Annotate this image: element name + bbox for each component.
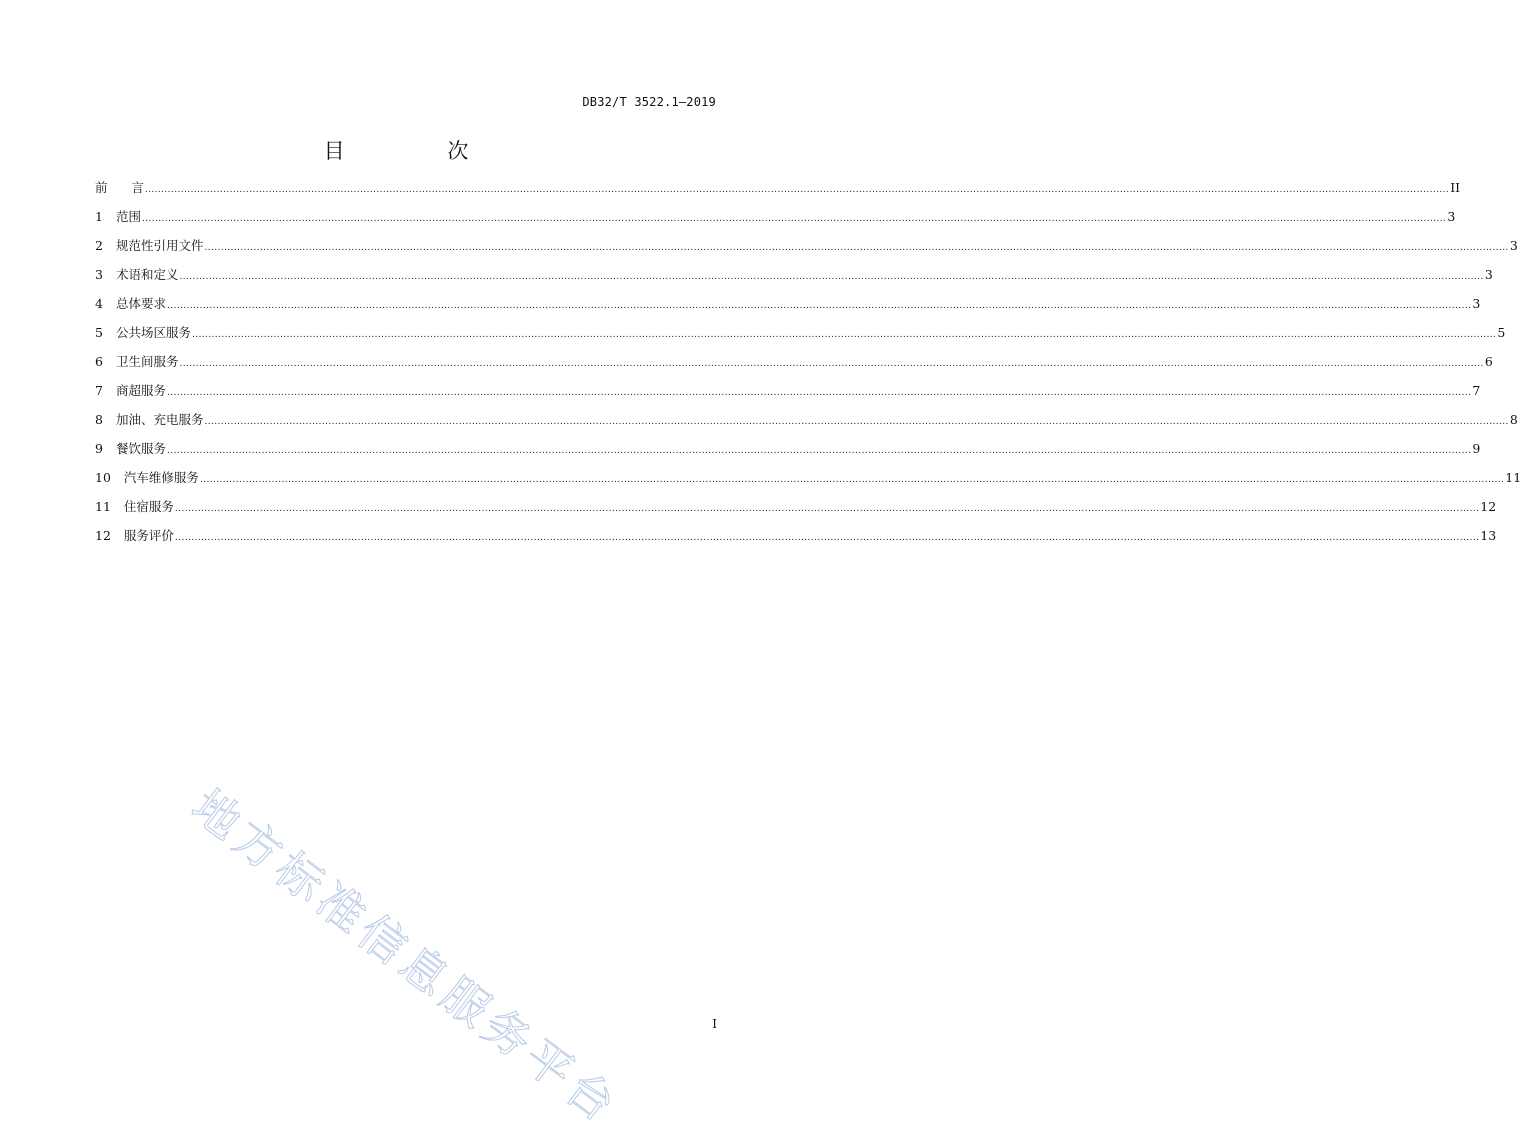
toc-entry-label: 商超服务 [115,383,166,398]
toc-entry-label: 总体要求 [115,296,166,311]
toc-dot-leader: ................................................................................................................................................................................................................................................................................................................................................................................................................ [204,243,1509,253]
toc-entry-page: 6 [1484,354,1493,369]
toc-entry-page: 3 [1484,267,1493,282]
toc-entry-number: 12 [95,528,111,543]
toc-dot-leader: ................................................................................................................................................................................................................................................................................................................................................................................................................ [179,272,1484,282]
toc-dot-leader: ................................................................................................................................................................................................................................................................................................................................................................................................................ [166,446,1472,456]
toc-dot-leader: ................................................................................................................................................................................................................................................................................................................................................................................................................ [141,214,1447,224]
toc-entry-page: 3 [1472,296,1481,311]
toc-dot-leader: ................................................................................................................................................................................................................................................................................................................................................................................................................ [144,185,1450,195]
table-of-contents [95,178,1521,555]
toc-entry-label: 加油、充电服务 [115,412,204,427]
watermark: 地方标准信息服务平台 [181,778,630,1135]
toc-entry-page: 12 [1480,499,1497,514]
toc-entry-number: 6 [95,354,103,369]
toc-entry-number: 2 [95,238,103,253]
toc-entry[interactable] [95,439,1481,468]
toc-entry-label: 范围 [115,209,141,224]
toc-entry[interactable] [95,236,1518,265]
toc-entry[interactable] [95,207,1456,236]
toc-entry[interactable] [95,526,1497,555]
toc-entry-label: 住宿服务 [123,499,174,514]
toc-entry-page: 3 [1509,238,1518,253]
toc-entry-page: II [1450,180,1461,195]
toc-dot-leader: ................................................................................................................................................................................................................................................................................................................................................................................................................ [204,417,1509,427]
toc-entry-label: 公共场区服务 [115,325,191,340]
toc-dot-leader: ................................................................................................................................................................................................................................................................................................................................................................................................................ [166,301,1472,311]
toc-entry-number: 10 [95,470,111,485]
toc-dot-leader: ................................................................................................................................................................................................................................................................................................................................................................................................................ [174,533,1480,543]
toc-title: 目 次 [323,139,517,163]
toc-entry[interactable] [95,178,1461,207]
toc-entry-label: 餐饮服务 [115,441,166,456]
toc-entry[interactable] [95,381,1481,410]
toc-entry-page: 11 [1505,470,1521,485]
toc-entry-page: 13 [1480,528,1497,543]
toc-dot-leader: ................................................................................................................................................................................................................................................................................................................................................................................................................ [174,504,1480,514]
toc-entry-number: 3 [95,267,103,282]
toc-entry[interactable] [95,497,1497,526]
toc-entry-number: 8 [95,412,103,427]
toc-entry-label: 术语和定义 [115,267,179,282]
toc-entry[interactable] [95,265,1493,294]
toc-entry-page: 7 [1472,383,1481,398]
toc-entry-page: 3 [1447,209,1456,224]
toc-entry[interactable] [95,294,1481,323]
toc-entry-label: 卫生间服务 [115,354,179,369]
toc-entry[interactable] [95,352,1493,381]
toc-entry[interactable] [95,410,1518,439]
toc-dot-leader: ................................................................................................................................................................................................................................................................................................................................................................................................................ [191,330,1497,340]
toc-entry-label: 汽车维修服务 [123,470,199,485]
toc-entry-number: 4 [95,296,103,311]
toc-entry-page: 9 [1472,441,1481,456]
page-number: I [712,1017,717,1031]
toc-entry-page: 8 [1509,412,1518,427]
toc-dot-leader: ................................................................................................................................................................................................................................................................................................................................................................................................................ [166,388,1472,398]
toc-entry-label: 服务评价 [123,528,174,543]
toc-entry-number: 9 [95,441,103,456]
toc-entry-number: 1 [95,209,103,224]
toc-dot-leader: ................................................................................................................................................................................................................................................................................................................................................................................................................ [199,475,1505,485]
document-code: DB32/T 3522.1—2019 [582,95,716,109]
toc-dot-leader: ................................................................................................................................................................................................................................................................................................................................................................................................................ [179,359,1484,369]
toc-entry-number: 7 [95,383,103,398]
toc-entry[interactable] [95,468,1521,497]
toc-entry-label: 前 言 [95,180,144,195]
toc-entry-page: 5 [1497,325,1506,340]
toc-entry[interactable] [95,323,1506,352]
toc-entry-number: 5 [95,325,103,340]
toc-entry-label: 规范性引用文件 [115,238,204,253]
toc-entry-number: 11 [95,499,111,514]
